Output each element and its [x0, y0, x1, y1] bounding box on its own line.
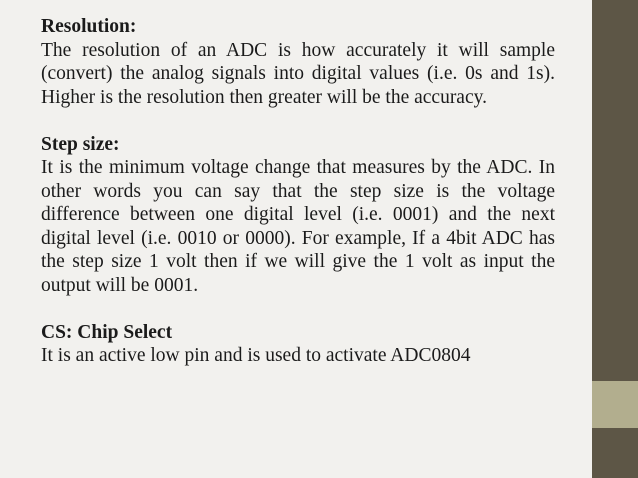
section-body: It is an active low pin and is used to activate ADC0804	[41, 345, 471, 366]
decorative-side-accent	[592, 381, 638, 428]
section-heading: Step size:	[41, 133, 120, 155]
section-heading: Resolution:	[41, 16, 137, 37]
section-chip-select	[41, 321, 555, 368]
section-heading: CS: Chip Select	[41, 321, 173, 343]
section-resolution	[41, 15, 555, 109]
section-step-size	[41, 133, 555, 298]
section-body: The resolution of an ADC is how accurately it will sample (convert) the analog signals into digital values (i.e. 0s and 1s). Higher is the resolution then greater will be the accuracy.	[41, 39, 555, 108]
slide-content	[41, 15, 555, 391]
section-body: It is the minimum voltage change that measures by the ADC. In other words you can say that the step size is the voltage difference between one digital level (i.e. 0001) and the next digital level (i.e. 0010 or 0000). For example, If a 4bit ADC has the step size 1 volt then if we will give the 1 volt as input the output will be 0001.	[41, 157, 555, 296]
